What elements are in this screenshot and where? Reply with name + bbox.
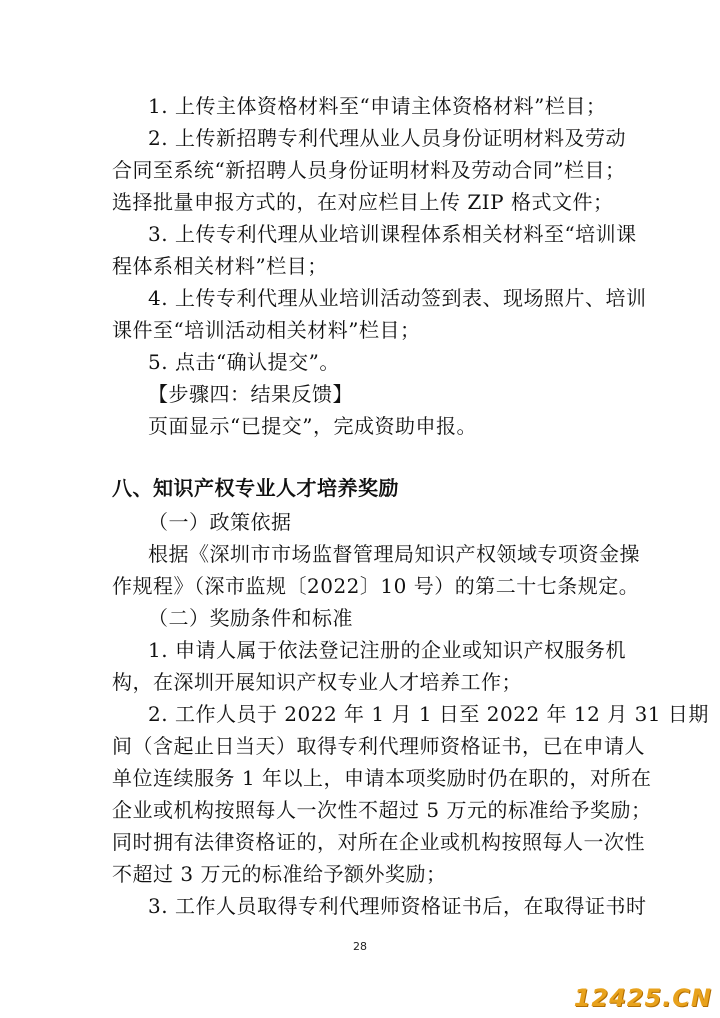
text-line: 程体系相关材料”栏目；	[112, 254, 328, 278]
text-line: 构，在深圳开展知识产权专业人才培养工作；	[112, 670, 522, 694]
subsection-heading: （二）奖励条件和标准	[148, 606, 353, 630]
text-line: 3. 工作人员取得专利代理师资格证书后，在取得证书时	[148, 894, 647, 918]
subsection-heading: （一）政策依据	[148, 510, 292, 534]
text-line: 2. 上传新招聘专利代理从业人员身份证明材料及劳动	[148, 126, 626, 150]
text-line: 页面显示“已提交”，完成资助申报。	[148, 414, 477, 438]
text-line: 2. 工作人员于 2022 年 1 月 1 日至 2022 年 12 月 31 日期	[148, 702, 709, 726]
text-line: 1. 申请人属于依法登记注册的企业或知识产权服务机	[148, 638, 626, 662]
text-line: 3. 上传专利代理从业培训课程体系相关材料至“培训课	[148, 222, 637, 246]
page-number: 28	[353, 940, 367, 953]
site-watermark: 12425.CN	[573, 984, 712, 1012]
step-heading: 【步骤四：结果反馈】	[148, 382, 353, 406]
text-line: 根据《深圳市市场监督管理局知识产权领域专项资金操	[148, 542, 640, 566]
text-line: 选择批量申报方式的，在对应栏目上传 ZIP 格式文件；	[112, 190, 614, 214]
text-line: 单位连续服务 1 年以上，申请本项奖励时仍在职的，对所在	[112, 766, 652, 790]
text-line: 合同至系统“新招聘人员身份证明材料及劳动合同”栏目；	[112, 158, 626, 182]
text-line: 不超过 3 万元的标准给予额外奖励；	[112, 862, 447, 886]
text-line: 4. 上传专利代理从业培训活动签到表、现场照片、培训	[148, 286, 647, 310]
text-line: 间（含起止日当天）取得专利代理师资格证书，已在申请人	[112, 734, 645, 758]
text-line: 作规程》（深市监规〔2022〕10 号）的第二十七条规定。	[112, 574, 640, 598]
text-line: 5. 点击“确认提交”。	[148, 350, 340, 374]
section-heading: 八、知识产权专业人才培养奖励	[112, 476, 399, 500]
text-line: 同时拥有法律资格证的，对所在企业或机构按照每人一次性	[112, 830, 645, 854]
text-line: 企业或机构按照每人一次性不超过 5 万元的标准给予奖励；	[112, 798, 652, 822]
text-line: 1. 上传主体资格材料至“申请主体资格材料”栏目；	[148, 94, 607, 118]
text-line: 课件至“培训活动相关材料”栏目；	[112, 318, 421, 342]
